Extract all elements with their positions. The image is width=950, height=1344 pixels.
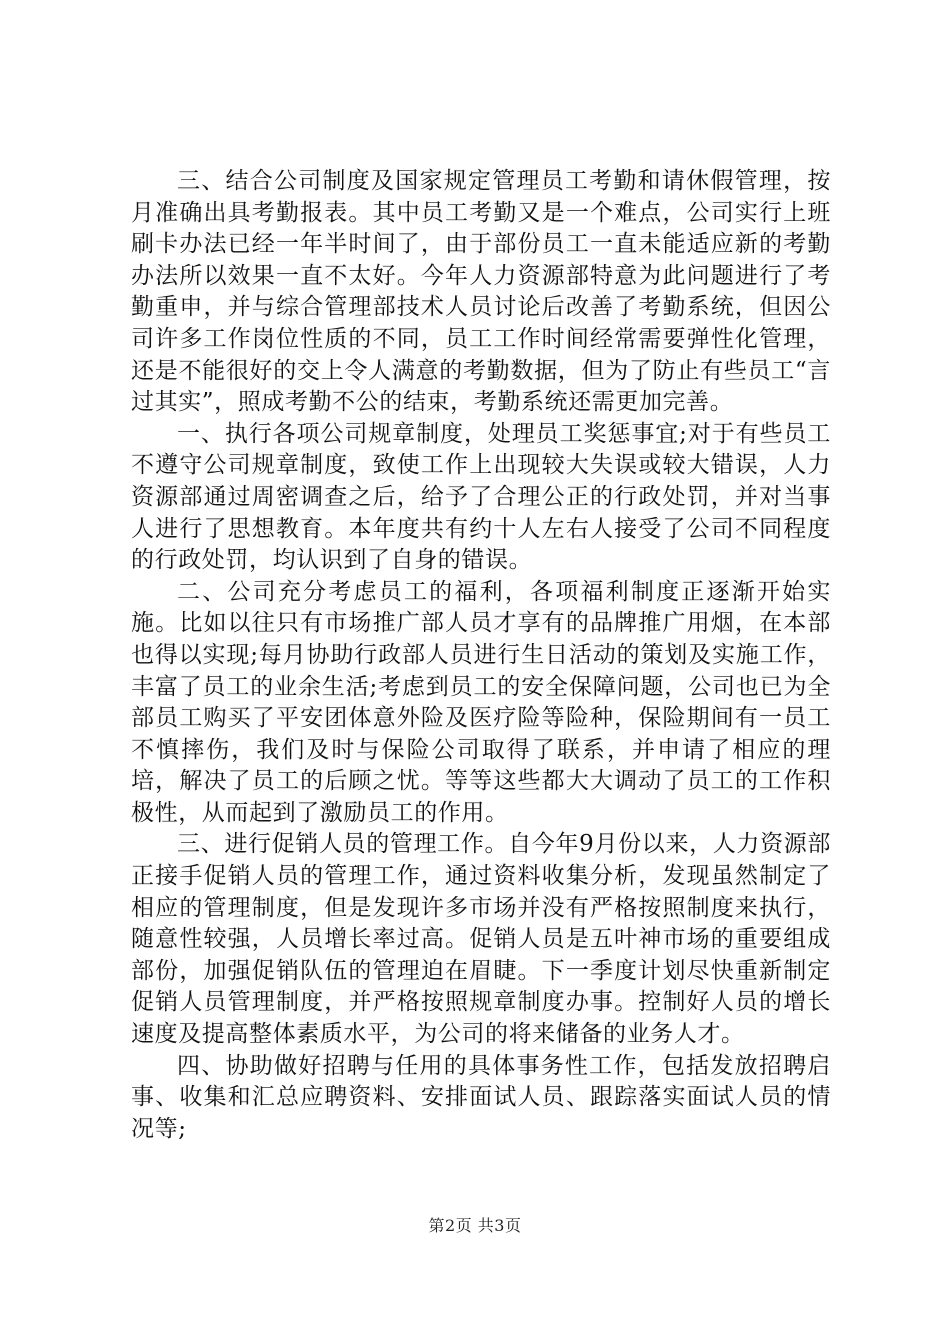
paragraph-attendance: 三、结合公司制度及国家规定管理员工考勤和请休假管理，按月准确出具考勤报表。其中员工考勤又是一个难点，公司实行上班刷卡办法已经一年半时间了，由于部份员工一直未能适应新的考勤办法所以效果一直不太好。今年人力资源部特意为此问题进行了考勤重申，并与综合管理部技术人员讨论后改善了考勤系统，但因公司许多工作岗位性质的不同，员工工作时间经常需要弹性化管理，还是不能很好的交上令人满意的考勤数据，但为了防止有些员工“言过其实”，照成考勤不公的结束，考勤系统还需更加完善。 <box>131 168 831 416</box>
page-footer: 第2页 共3页 <box>428 1216 522 1235</box>
document-body <box>131 166 831 1145</box>
paragraph-rewards-penalties: 一、执行各项公司规章制度，处理员工奖惩事宜;对于有些员工不遵守公司规章制度，致使工作上出现较大失误或较大错误，人力资源部通过周密调查之后，给予了合理公正的行政处罚，并对当事人进行了思想教育。本年度共有约十人左右人接受了公司不同程度的行政处罚，均认识到了自身的错误。 <box>131 420 831 574</box>
paragraph-recruitment: 四、协助做好招聘与任用的具体事务性工作，包括发放招聘启事、收集和汇总应聘资料、安排面试人员、跟踪落实面试人员的情况等; <box>131 1052 831 1142</box>
paragraph-promoter-management: 三、进行促销人员的管理工作。自今年9月份以来，人力资源部正接手促销人员的管理工作，通过资料收集分析，发现虽然制定了相应的管理制度，但是发现许多市场并没有严格按照制度来执行，随意性较强，人员增长率过高。促销人员是五叶神市场的重要组成部份，加强促销队伍的管理迫在眉睫。下一季度计划尽快重新制定促销人员管理制度，并严格按照规章制度办事。控制好人员的增长速度及提高整体素质水平，为公司的将来储备的业务人才。 <box>131 831 831 1048</box>
paragraph-welfare: 二、公司充分考虑员工的福利，各项福利制度正逐渐开始实施。比如以往只有市场推广部人员才享有的品牌推广用烟，在本部也得以实现;每月协助行政部人员进行生日活动的策划及实施工作，丰富了员工的业余生活;考虑到员工的安全保障问题，公司也已为全部员工购买了平安团体意外险及医疗险等险种，保险期间有一员工不慎摔伤，我们及时与保险公司取得了联系，并申请了相应的理培，解决了员工的后顾之忧。等等这些都大大调动了员工的工作积极性，从而起到了激励员工的作用。 <box>131 578 831 826</box>
